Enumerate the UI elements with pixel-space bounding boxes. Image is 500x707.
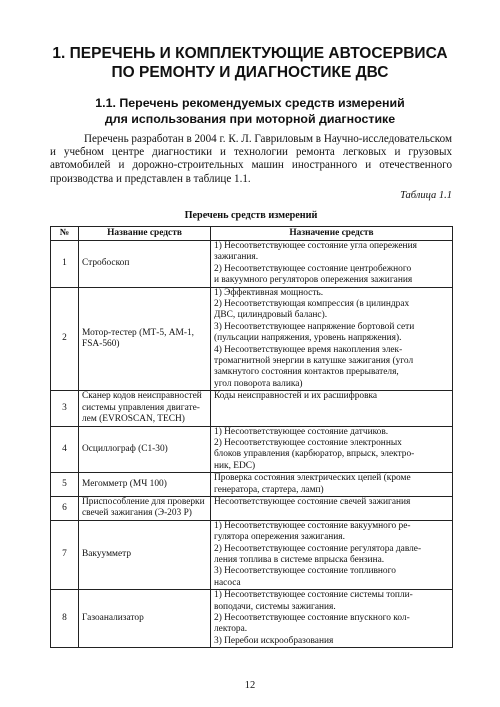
instrument-purpose xyxy=(211,391,453,426)
purpose-line: 1) Несоответствующее состояние угла опережения xyxy=(214,241,417,251)
instrument-name: Осциллограф (С1-30) xyxy=(79,426,211,473)
purpose-line: угол поворота валика) xyxy=(214,378,303,389)
instrument-purpose xyxy=(211,590,453,648)
table-row xyxy=(51,590,453,648)
purpose-line: 3) Несоответствующее состояние топливного xyxy=(214,566,396,577)
table-row xyxy=(51,473,453,497)
header-number: № xyxy=(51,227,79,241)
instrument-purpose xyxy=(211,241,453,288)
row-number: 5 xyxy=(51,473,79,497)
purpose-line: зажигания. xyxy=(214,252,259,263)
purpose-line: 2) Несоответствующая компрессия (в цилиндрах xyxy=(214,299,410,310)
chapter-heading-line-1: 1. ПЕРЕЧЕНЬ И КОМПЛЕКТУЮЩИЕ АВТОСЕРВИСА xyxy=(52,45,448,62)
instrument-purpose xyxy=(211,496,453,520)
row-number: 7 xyxy=(51,520,79,589)
instrument-name: Мегомметр (МЧ 100) xyxy=(79,473,211,497)
table-number: Таблица 1.1 xyxy=(400,190,452,201)
row-number: 2 xyxy=(51,287,79,391)
row-number: 1 xyxy=(51,241,79,288)
section-heading xyxy=(50,96,450,127)
purpose-line: 4) Несоответствующее время накопления элек- xyxy=(214,344,403,355)
table-row xyxy=(51,496,453,520)
section-heading-line-2: для использования при моторной диагностике xyxy=(104,111,396,126)
purpose-line: воподачи, системы зажигания. xyxy=(214,601,336,612)
intro-paragraph xyxy=(50,133,452,186)
table-row xyxy=(51,241,453,288)
table-row xyxy=(51,520,453,589)
instrument-name: Мотор-тестер (МТ-5, АМ-1, FSA-560) xyxy=(79,287,211,391)
purpose-line: 2) Несоответствующее состояние электронных xyxy=(214,437,402,448)
purpose-line: 2) Несоответствующее состояние регулятора давле- xyxy=(214,543,422,554)
purpose-line: и вакуумного регуляторов опережения зажигания xyxy=(214,275,413,286)
header-name: Название средств xyxy=(79,227,211,241)
page-number: 12 xyxy=(244,680,256,691)
purpose-line: замкнутого состояния контактов прерывателя, xyxy=(214,367,399,378)
instrument-purpose xyxy=(211,426,453,473)
purpose-line: генератора, стартера, ламп) xyxy=(214,484,324,495)
instrument-name: Стробоскоп xyxy=(79,241,211,288)
row-number: 4 xyxy=(51,426,79,473)
section-heading-line-1: 1.1. Перечень рекомендуемых средств измерений xyxy=(95,96,405,110)
purpose-line: гулятора опережения зажигания. xyxy=(214,532,345,543)
table-header-row xyxy=(51,227,453,241)
purpose-line: Коды неисправностей и их расшифровка xyxy=(214,391,378,402)
chapter-heading xyxy=(40,44,460,82)
chapter-heading-line-2: ПО РЕМОНТУ И ДИАГНОСТИКЕ ДВС xyxy=(111,64,389,81)
purpose-line: 3) Перебои искрообразования xyxy=(214,635,334,646)
instrument-purpose xyxy=(211,287,453,391)
purpose-line: тромагнитной энергии в катушке зажигания (угол xyxy=(214,356,414,367)
instrument-name: Газоанализатор xyxy=(79,590,211,648)
row-number: 3 xyxy=(51,391,79,426)
header-purpose: Назначение средств xyxy=(211,227,453,241)
table-row xyxy=(51,426,453,473)
instrument-purpose xyxy=(211,473,453,497)
intro-text: Перечень разработан в 2004 г. К. Л. Гавриловым в Научно-исследовательском и учебном центре диагностики и технологии ремонта легковых и грузовых автомобилей и дорожно-строительных машин иностранного и отечественного производства и представлен в таблице 1.1. xyxy=(50,133,452,185)
instrument-name: Вакуумметр xyxy=(79,520,211,589)
purpose-line: (пульсации напряжения, уровень напряжения). xyxy=(214,333,402,344)
purpose-line: 2) Несоответствующее состояние впускного кол- xyxy=(214,613,410,623)
purpose-line: 1) Несоответствующее состояние системы топли- xyxy=(214,590,413,601)
purpose-line: Проверка состояния электрических цепей (кроме xyxy=(214,473,411,484)
table-row xyxy=(51,391,453,426)
purpose-line: 1) Несоответствующее состояние вакуумного ре- xyxy=(214,520,411,531)
row-number: 8 xyxy=(51,590,79,648)
instrument-purpose xyxy=(211,520,453,589)
purpose-line: ник, EDC) xyxy=(214,460,256,471)
row-number: 6 xyxy=(51,496,79,520)
purpose-line: Несоответствующее состояние свечей зажигания xyxy=(214,496,411,507)
table-row xyxy=(51,287,453,391)
purpose-line: 3) Несоответствующее напряжение бортовой сети xyxy=(214,321,415,332)
purpose-line: 1) Несоответствующее состояние датчиков. xyxy=(214,426,389,437)
purpose-line: 2) Несоответствующее состояние центробежного xyxy=(214,263,412,274)
purpose-line: блоков управления (карбюратор, впрыск, электро- xyxy=(214,449,415,460)
purpose-line: ДВС, цилиндровый баланс). xyxy=(214,310,328,321)
purpose-line: лектора. xyxy=(214,624,248,635)
purpose-line: насоса xyxy=(214,577,241,588)
instrument-name: Приспособление для проверки свечей зажигания (Э-203 Р) xyxy=(79,496,211,520)
table-caption: Перечень средств измерений xyxy=(184,210,318,221)
purpose-line: ления топлива в системе впрыска бензина. xyxy=(214,554,385,565)
instruments-table xyxy=(50,226,453,648)
instrument-name: Сканер кодов неисправностей системы управления двигате-лем (EVROSCAN, TECH) xyxy=(79,391,211,426)
purpose-line: 1) Эффективная мощность. xyxy=(214,287,324,298)
